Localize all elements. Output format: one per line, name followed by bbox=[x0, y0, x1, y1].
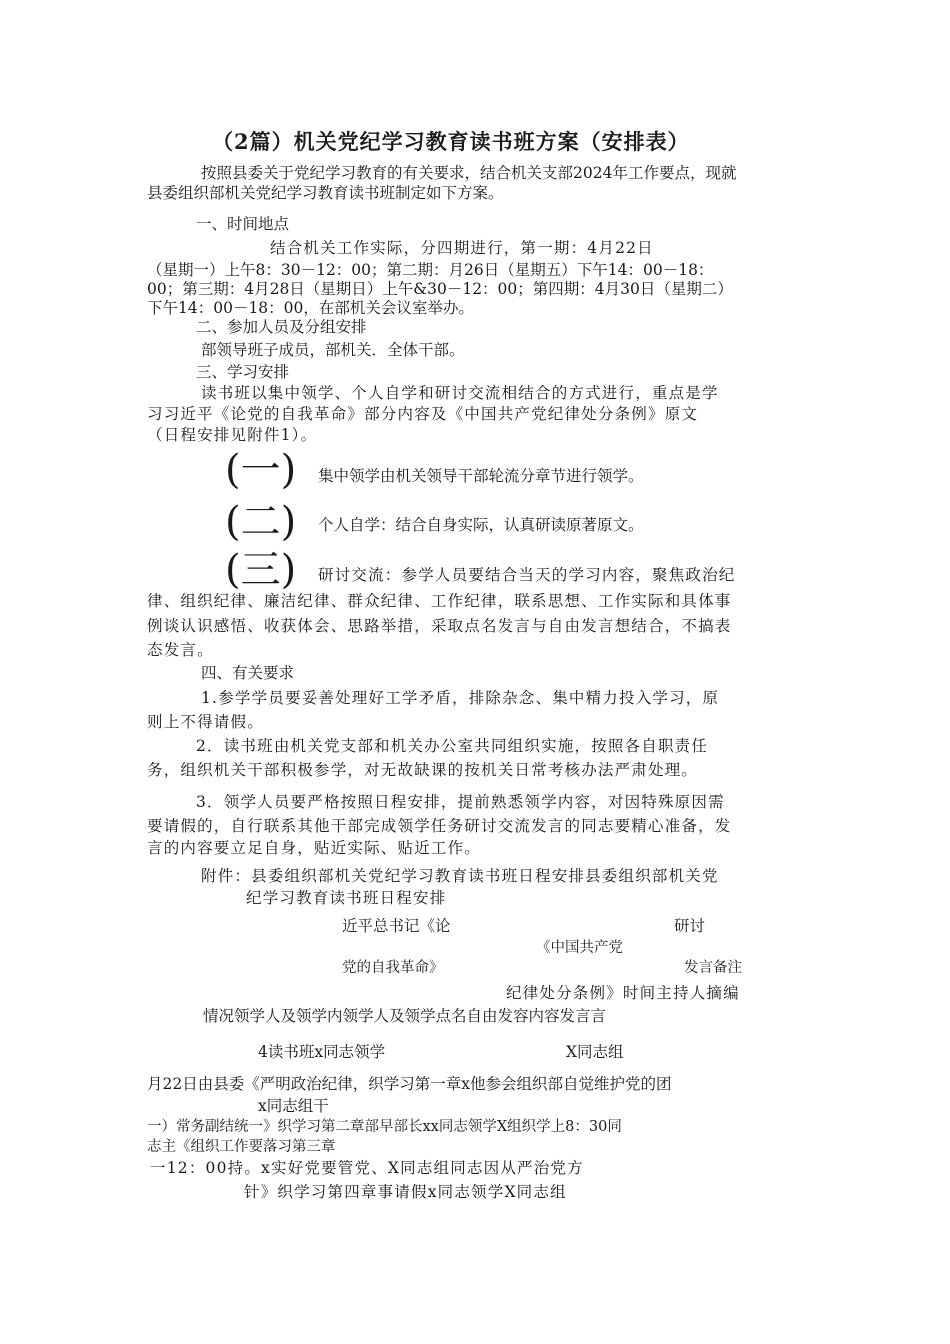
paragraph-line: 1.参学学员要妥善处理好工学矛盾，排除杂念、集中精力投入学习，原 bbox=[201, 689, 720, 707]
item-text: 研讨交流：参学人员要结合当天的学习内容，聚焦政治纪 bbox=[318, 566, 736, 584]
item-text: 集中领学由机关领导干部轮流分章节进行领学。 bbox=[318, 467, 644, 485]
item-text: 个人自学：结合自身实际，认真研读原著原文。 bbox=[318, 516, 644, 534]
table-fragment: 一12：00持。x实好党要管党、X同志组同志因从严治党方 bbox=[150, 1159, 584, 1177]
paragraph-line: 读书班以集中领学、个人自学和研讨交流相结合的方式进行，重点是学 bbox=[201, 384, 719, 402]
section-heading-participants: 二、参加人员及分组安排 bbox=[196, 318, 367, 336]
item-number: (二) bbox=[225, 499, 297, 545]
table-fragment: 近平总书记《论 bbox=[342, 917, 451, 935]
table-fragment: 情况领学人及领学内领学人及领学点名自由发容内容发言言 bbox=[203, 1007, 607, 1025]
section-heading-time-place: 一、时间地点 bbox=[196, 215, 290, 233]
table-fragment: 党的自我革命》 bbox=[342, 960, 444, 976]
paragraph-line: 律、组织纪律、廉洁纪律、群众纪律、工作纪律，联系思想、工作实际和具体事 bbox=[147, 592, 732, 610]
table-fragment: 4读书班x同志领学 bbox=[258, 1043, 386, 1061]
intro-line: 按照县委关于党纪学习教育的有关要求，结合机关支部2024年工作要点，现就 bbox=[201, 164, 737, 182]
table-fragment: x同志组干 bbox=[258, 1097, 329, 1115]
paragraph-line: 下午14：00－18：00，在部机关会议室举办。 bbox=[147, 299, 474, 317]
paragraph-line: 部领导班子成员，部机关．全体干部。 bbox=[201, 341, 465, 359]
paragraph-line: （星期一）上午8：30－12：00；第二期：月26日（星期五）下午14：00－18： bbox=[147, 261, 714, 279]
table-fragment: 志主《组织工作要落习第三章 bbox=[147, 1139, 336, 1155]
table-fragment: 《中国共产党 bbox=[536, 940, 623, 956]
paragraph-line: 习习近平《论党的自我革命》部分内容及《中国共产党纪律处分条例》原文 bbox=[147, 405, 699, 423]
table-fragment: 针》织学习第四章事请假x同志领学X同志组 bbox=[244, 1183, 567, 1201]
section-heading-study: 三、学习安排 bbox=[196, 363, 290, 381]
table-fragment: 发言备注 bbox=[684, 960, 742, 976]
paragraph-line: （日程安排见附件1）。 bbox=[147, 426, 318, 444]
page-title: （2篇）机关党纪学习教育读书班方案（安排表） bbox=[212, 129, 690, 154]
table-fragment: 纪律处分条例》时间主持人摘编 bbox=[506, 984, 740, 1002]
item-number: (一) bbox=[225, 447, 297, 493]
table-fragment: 研讨 bbox=[674, 917, 706, 935]
attachment-line: 附件：县委组织部机关党纪学习教育读书班日程安排县委组织部机关党 bbox=[201, 867, 719, 885]
paragraph-line: 言的内容要立足自身，贴近实际、贴近工作。 bbox=[147, 839, 482, 857]
intro-line: 县委组织部机关党纪学习教育读书班制定如下方案。 bbox=[147, 184, 504, 202]
paragraph-line: 态发言。 bbox=[147, 641, 214, 659]
paragraph-line: 00；第三期：4月28日（星期日）上午&30－12：00；第四期：4月30日（星期二） bbox=[147, 280, 733, 298]
paragraph-line: 例谈认识感悟、收获体会、思路举措，采取点名发言与自由发言想结合，不搞表 bbox=[147, 617, 732, 635]
table-fragment: 一）常务副结统一》织学习第二章部早部长xx同志领学X组织学上8：30同 bbox=[147, 1119, 622, 1135]
section-heading-requirements: 四、有关要求 bbox=[201, 664, 295, 682]
item-number: (三) bbox=[225, 547, 297, 593]
paragraph-line: 2．读书班由机关党支部和机关办公室共同组织实施，按照各自职责任 bbox=[196, 737, 709, 755]
table-fragment: 月22日由县委《严明政治纪律，织学习第一章x他参会组织部自觉维护党的团 bbox=[147, 1075, 672, 1093]
paragraph-line: 结合机关工作实际，分四期进行，第一期：4月22日 bbox=[270, 239, 654, 257]
table-fragment: X同志组 bbox=[566, 1043, 624, 1061]
paragraph-line: 3．领学人员要严格按照日程安排，提前熟悉领学内容，对因特殊原因需 bbox=[196, 793, 725, 811]
attachment-line: 纪学习教育读书班日程安排 bbox=[246, 889, 447, 907]
paragraph-line: 务，组织机关干部积极参学，对无故缺课的按机关日常考核办法严肃处理。 bbox=[147, 761, 699, 779]
paragraph-line: 要请假的，自行联系其他干部完成领学任务研讨交流发言的同志要精心准备，发 bbox=[147, 817, 732, 835]
paragraph-line: 则上不得请假。 bbox=[147, 713, 264, 731]
